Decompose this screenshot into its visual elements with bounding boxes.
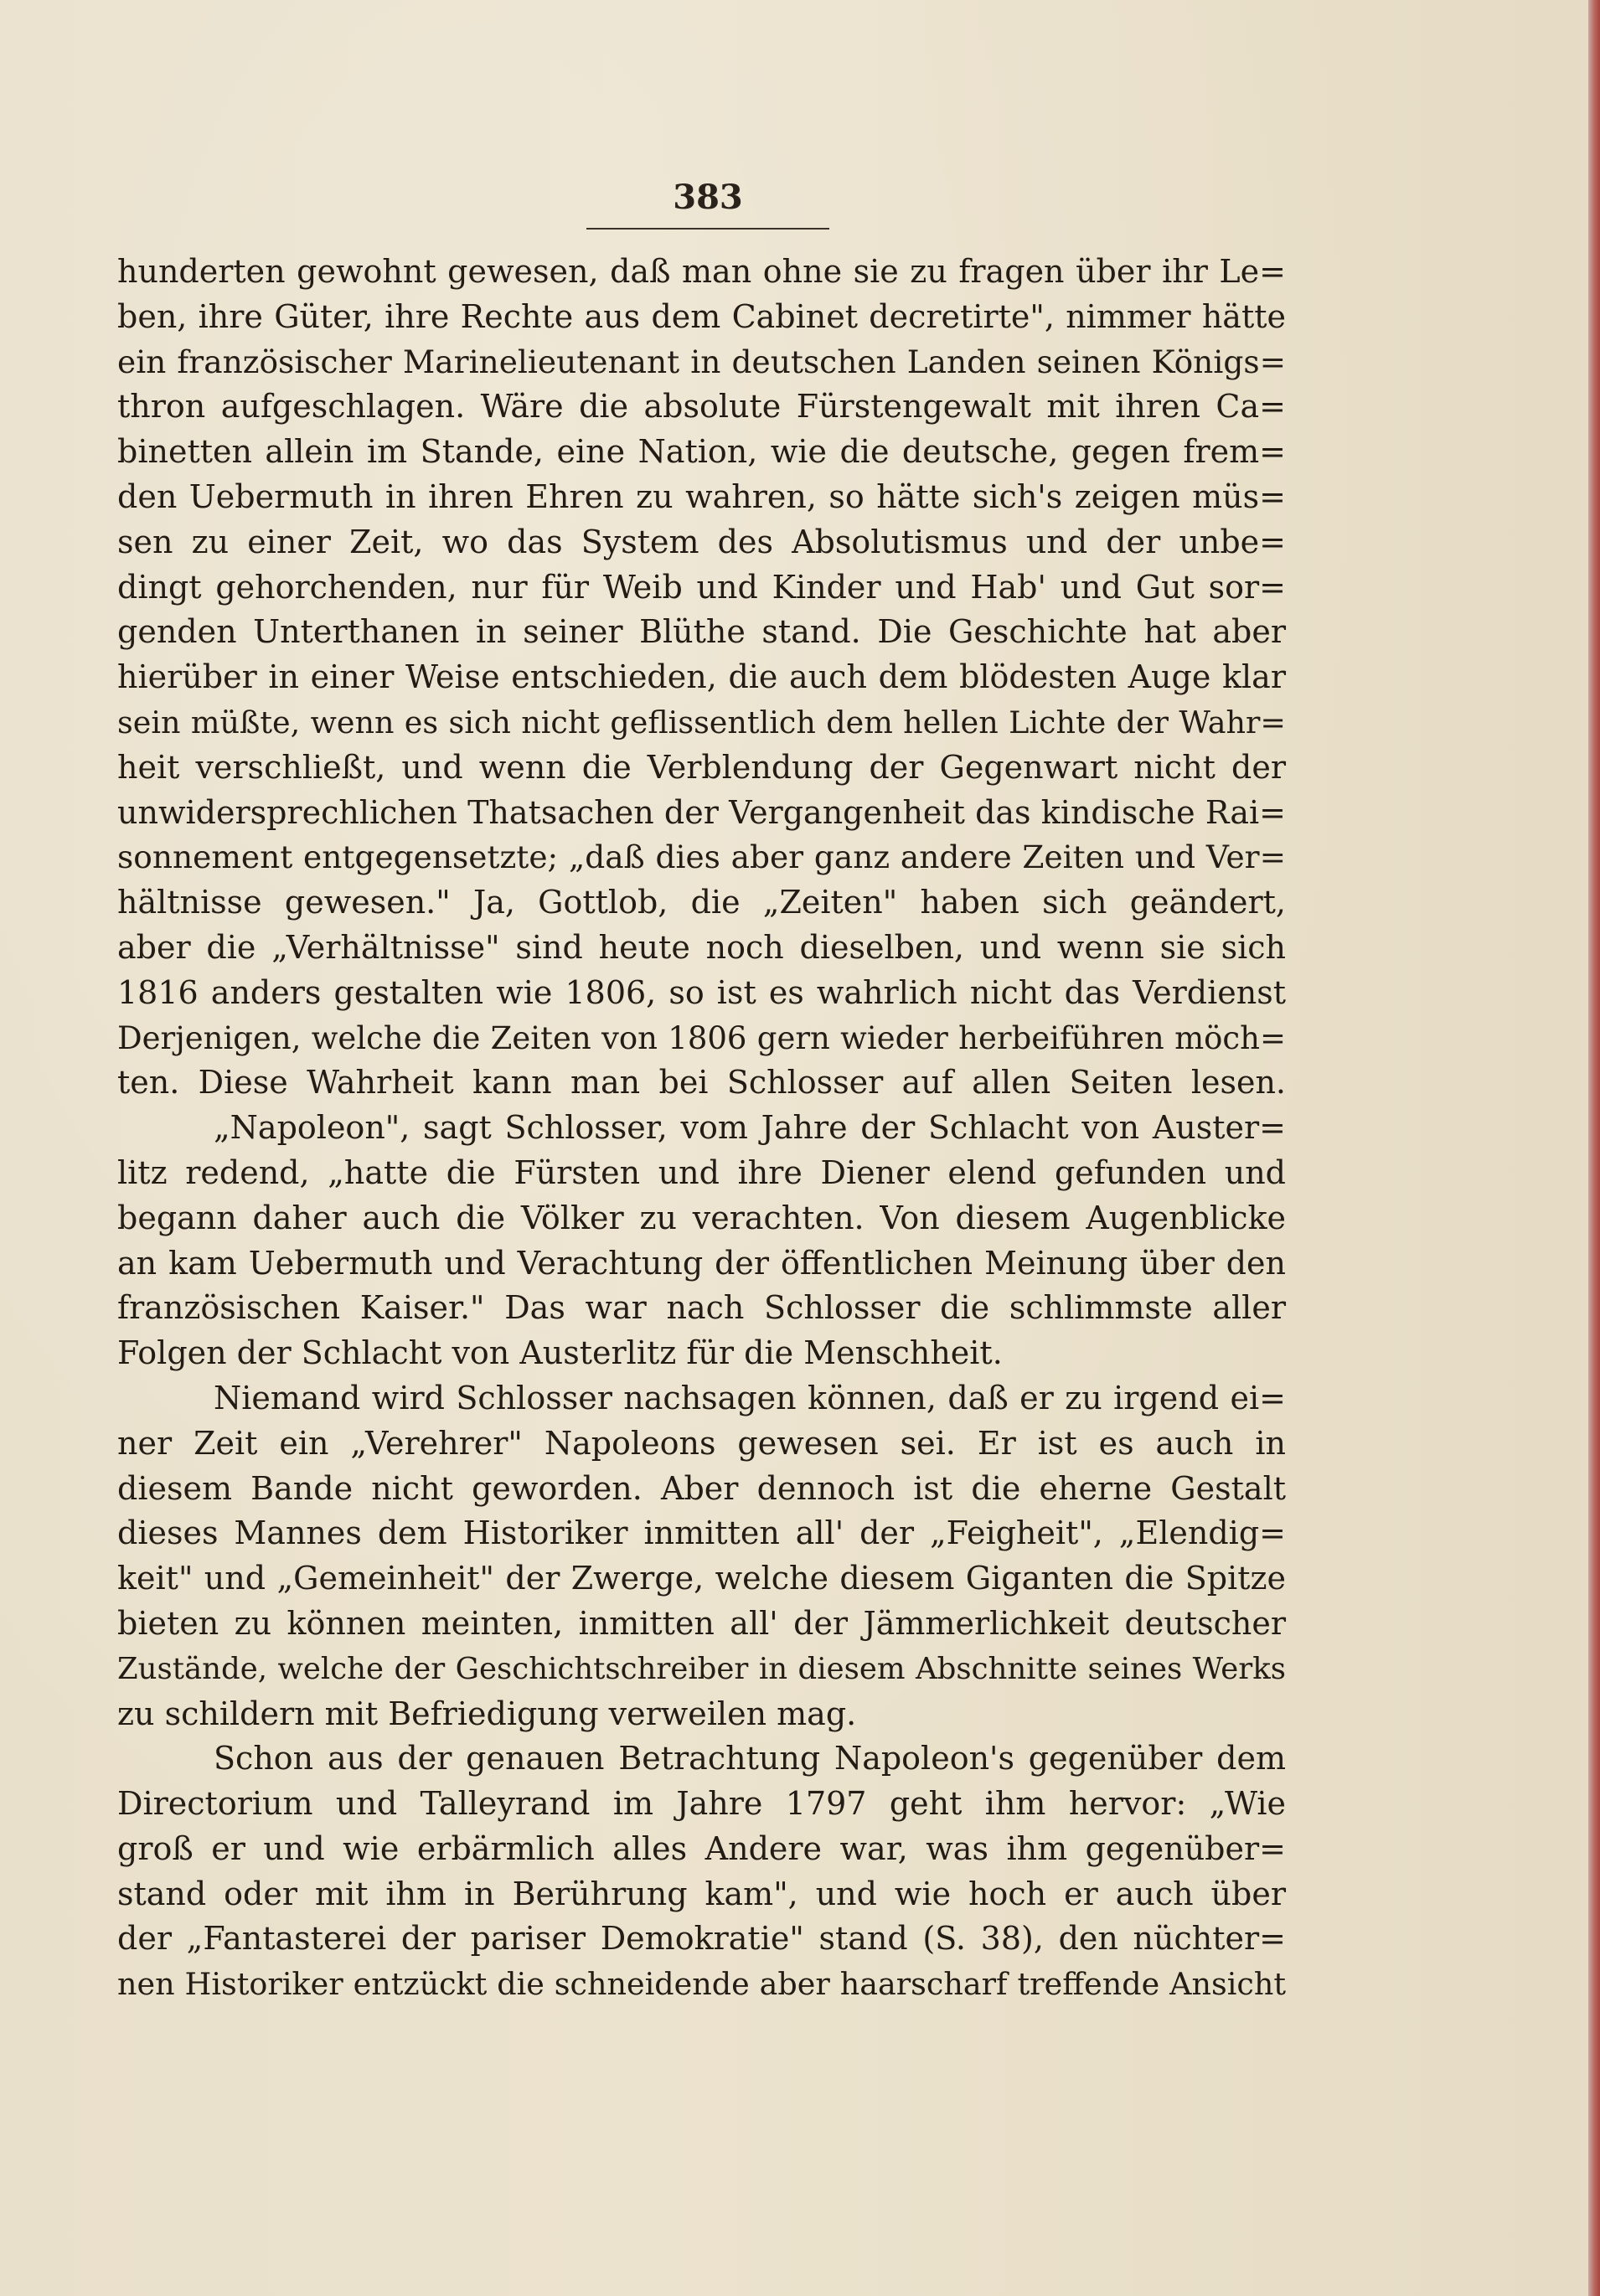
text-line: an kam Uebermuth und Verachtung der öffentlichen Meinung über den xyxy=(117,1244,1286,1282)
text-line: diesem Bande nicht geworden. Aber dennoch ist die eherne Gestalt xyxy=(117,1469,1286,1507)
text-line: groß er und wie erbärmlich alles Andere war, was ihm gegenüber= xyxy=(117,1829,1286,1867)
header-rule xyxy=(586,228,829,230)
text-line: hunderten gewohnt gewesen, daß man ohne sie zu fragen über ihr Le= xyxy=(117,253,1286,290)
text-line: keit" und „Gemeinheit" der Zwerge, welche diesem Giganten die Spitze xyxy=(117,1560,1286,1597)
text-line: Derjenigen, welche die Zeiten von 1806 gern wieder herbeiführen möch= xyxy=(117,1019,1286,1056)
text-line: hierüber in einer Weise entschieden, die auch dem blödesten Auge klar xyxy=(117,658,1286,696)
text-line: Folgen der Schlacht von Austerlitz für die Menschheit. xyxy=(117,1334,1003,1372)
body-text xyxy=(117,250,1286,2007)
text-line: 1816 anders gestalten wie 1806, so ist es wahrlich nicht das Verdienst xyxy=(117,973,1286,1011)
text-line: binetten allein im Stande, eine Nation, wie die deutsche, gegen frem= xyxy=(117,433,1286,471)
text-line: unwidersprechlichen Thatsachen der Vergangenheit das kindische Rai= xyxy=(117,793,1286,831)
text-line: Niemand wird Schlosser nachsagen können, daß er zu irgend ei= xyxy=(214,1379,1286,1416)
text-line: den Uebermuth in ihren Ehren zu wahren, so hätte sich's zeigen müs= xyxy=(117,477,1286,515)
text-line: dieses Mannes dem Historiker inmitten all' der „Feigheit", „Elendig= xyxy=(117,1514,1286,1552)
text-line: bieten zu können meinten, inmitten all' der Jämmerlichkeit deutscher xyxy=(117,1604,1286,1642)
text-line: ein französischer Marinelieutenant in deutschen Landen seinen Königs= xyxy=(117,343,1286,380)
page-edge xyxy=(1588,0,1600,2296)
text-line: nen Historiker entzückt die schneidende aber haarscharf treffende Ansicht xyxy=(117,1966,1286,2003)
text-line: ner Zeit ein „Verehrer" Napoleons gewesen sei. Er ist es auch in xyxy=(117,1424,1286,1462)
text-line: sonnement entgegensetzte; „daß dies aber ganz andere Zeiten und Ver= xyxy=(117,838,1286,876)
text-line: der „Fantasterei der pariser Demokratie" stand (S. 38), den nüchter= xyxy=(117,1920,1286,1958)
text-line: heit verschließt, und wenn die Verblendung der Gegenwart nicht der xyxy=(117,748,1286,786)
text-line: thron aufgeschlagen. Wäre die absolute Fürstengewalt mit ihren Ca= xyxy=(117,388,1286,426)
text-line: aber die „Verhältnisse" sind heute noch dieselben, und wenn sie sich xyxy=(117,928,1286,966)
page-number: 383 xyxy=(673,178,743,217)
text-line: litz redend, „hatte die Fürsten und ihre Diener elend gefunden und xyxy=(117,1153,1286,1191)
text-line: dingt gehorchenden, nur für Weib und Kinder und Hab' und Gut sor= xyxy=(117,568,1286,606)
text-line: ten. Diese Wahrheit kann man bei Schlosser auf allen Seiten lesen. xyxy=(117,1064,1286,1102)
text-line: „Napoleon", sagt Schlosser, vom Jahre der Schlacht von Auster= xyxy=(214,1109,1286,1147)
text-line: sen zu einer Zeit, wo das System des Absolutismus und der unbe= xyxy=(117,523,1286,560)
text-line: begann daher auch die Völker zu verachten. Von diesem Augenblicke xyxy=(117,1199,1286,1236)
text-line: hältnisse gewesen." Ja, Gottlob, die „Zeiten" haben sich geändert, xyxy=(117,884,1286,921)
text-line: sein müßte, wenn es sich nicht geflissentlich dem hellen Lichte der Wahr= xyxy=(117,704,1286,740)
text-line: Directorium und Talleyrand im Jahre 1797 geht ihm hervor: „Wie xyxy=(117,1785,1286,1823)
text-line: zu schildern mit Befriedigung verweilen mag. xyxy=(117,1695,857,1732)
text-line: genden Unterthanen in seiner Blüthe stand. Die Geschichte hat aber xyxy=(117,613,1286,651)
text-line: französischen Kaiser." Das war nach Schlosser die schlimmste aller xyxy=(117,1289,1286,1327)
text-line: Zustände, welche der Geschichtschreiber in diesem Abschnitte seines Werks xyxy=(117,1651,1286,1686)
text-line: stand oder mit ihm in Berührung kam", und wie hoch er auch über xyxy=(117,1875,1286,1912)
text-line: ben, ihre Güter, ihre Rechte aus dem Cabinet decretirte", nimmer hätte xyxy=(117,297,1286,335)
text-line: Schon aus der genauen Betrachtung Napoleon's gegenüber dem xyxy=(214,1740,1286,1777)
